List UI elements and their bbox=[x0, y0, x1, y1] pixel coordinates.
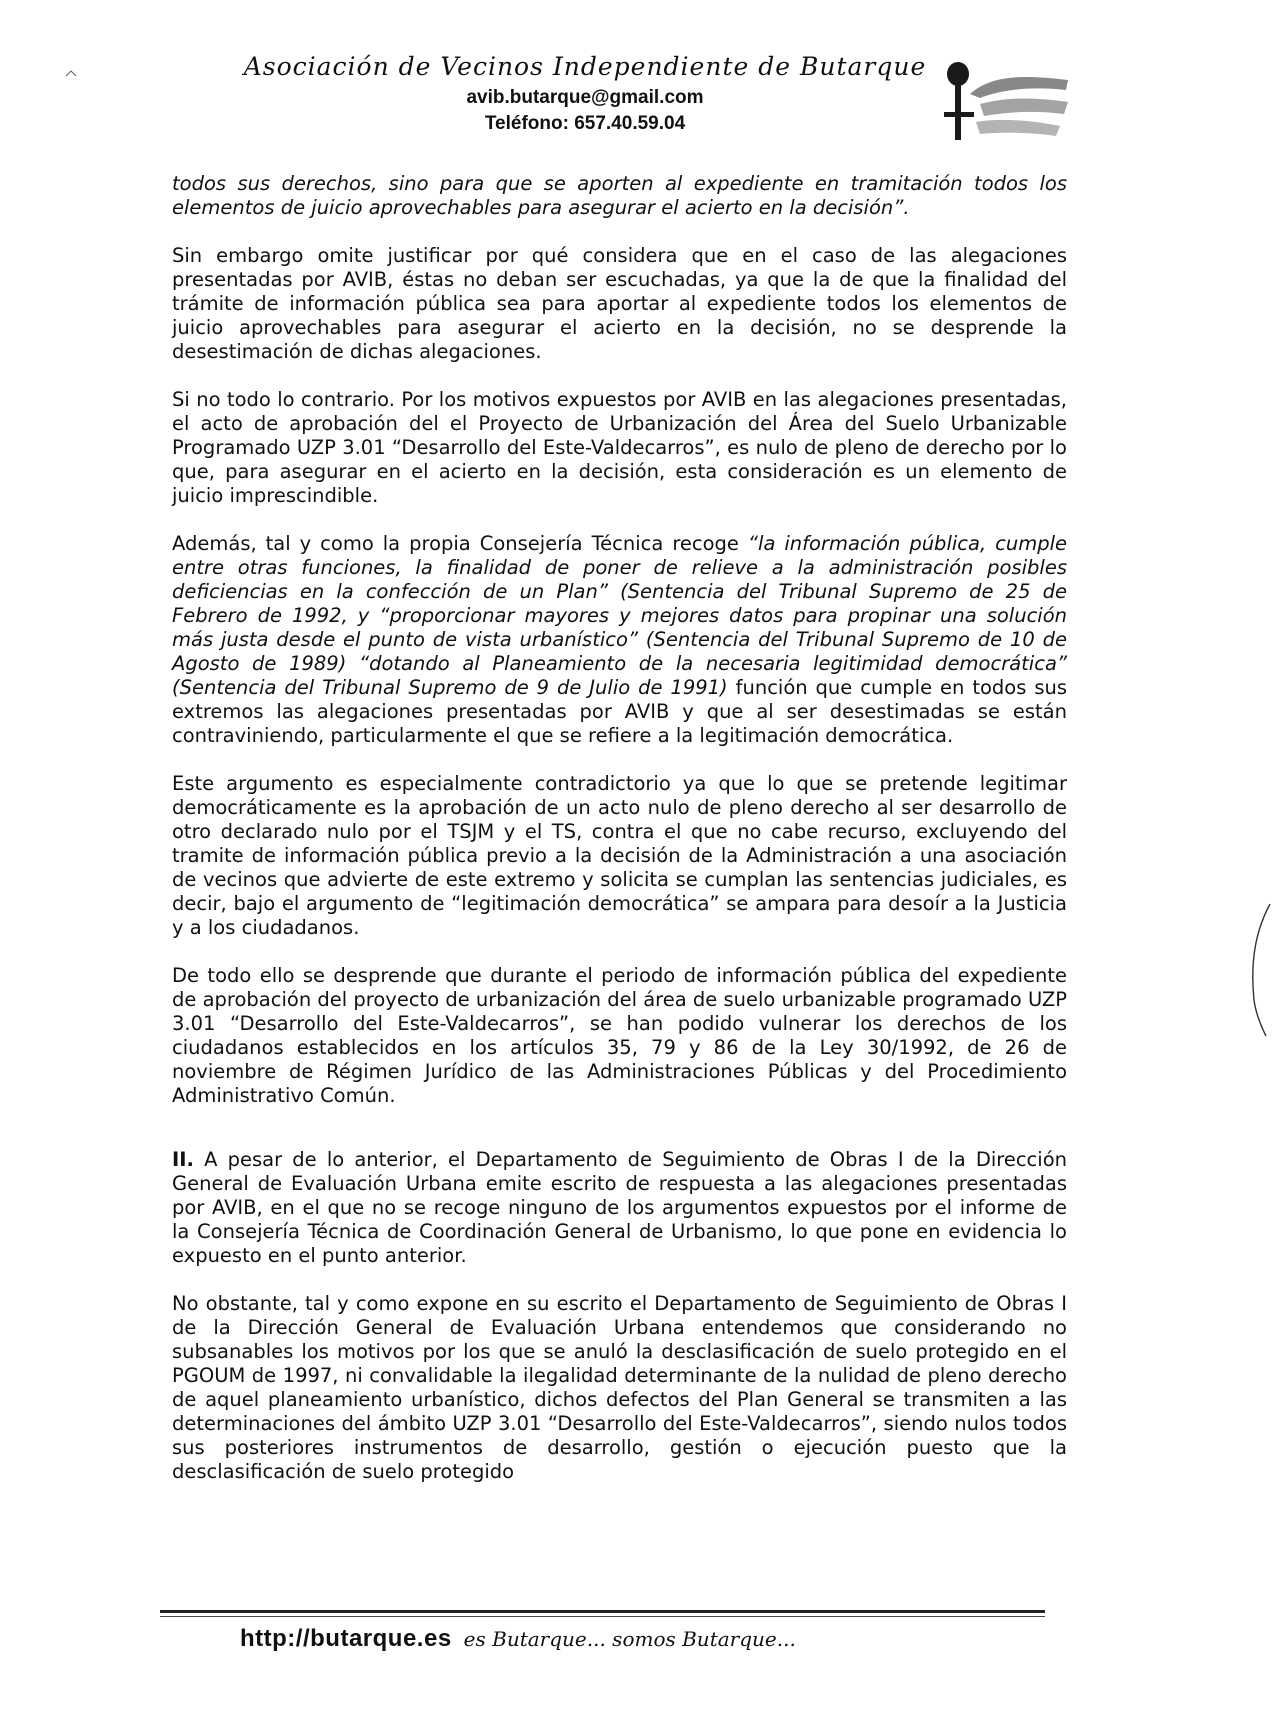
paragraph-text: Si no todo lo contrario. Por los motivos expuestos por AVIB en las alegaciones presentadas, el acto de aprobación del el Proyecto de Urbanización del Área del Suelo Urbanizable Programado UZP 3.01 “Desarrollo del Este-Valdecarros”, es nulo de pleno de derecho por lo que, para asegurar en el acierto en la decisión, esta consideración es un elemento de juicio imprescindible. bbox=[172, 388, 1067, 507]
paragraph bbox=[172, 1148, 1067, 1268]
paragraph-text: Además, tal y como la propia Consejería Técnica recoge bbox=[172, 532, 748, 555]
organization-name: Asociación de Vecinos Independiente de Butarque bbox=[243, 52, 927, 81]
letter-body bbox=[172, 172, 1067, 1508]
footer-rule bbox=[160, 1610, 1045, 1613]
letterhead bbox=[195, 52, 975, 135]
paragraph-text: Este argumento es especialmente contradictorio ya que lo que se pretende legitimar democráticamente es la aprobación de un acto nulo de pleno derecho al ser desarrollo de otro declarado nulo por el TSJM y el TS, contra el que no cabe recurso, excluyendo del tramite de información pública previo a la decisión de la Administración a una asociación de vecinos que advierte de este extremo y solicita se cumplan las sentencias judiciales, es decir, bajo el argumento de “legitimación democrática” se ampara para desoír a la Justicia y a los ciudadanos. bbox=[172, 772, 1067, 939]
footer-rule-thin bbox=[160, 1616, 1045, 1617]
footer bbox=[240, 1624, 1000, 1653]
footer-url: http://butarque.es bbox=[240, 1625, 452, 1652]
organization-phone: Teléfono: 657.40.59.04 bbox=[484, 113, 686, 134]
scan-dot-mark bbox=[64, 68, 78, 80]
paragraph bbox=[172, 532, 1067, 748]
paragraph-text: No obstante, tal y como expone en su escrito el Departamento de Seguimiento de Obras I de la Dirección General de Evaluación Urbana entendemos que considerando no subsanables los motivos por los que se anuló la desclasificación de suelo protegido en el PGOUM de 1997, ni convalidable la ilegalidad determinante de la nulidad de pleno derecho de aquel planeamiento urbanístico, dichos defectos del Plan General se transmiten a las determinaciones del ámbito UZP 3.01 “Desarrollo del Este-Valdecarros”, siendo nulos todos sus posteriores instrumentos de desarrollo, gestión o ejecución puesto que la desclasificación de suelo protegido bbox=[172, 1292, 1067, 1483]
paragraph bbox=[172, 172, 1067, 220]
paragraph bbox=[172, 964, 1067, 1108]
paragraph-text: función que cumple en todos sus extremos las alegaciones presentadas por AVIB y que al ser desestimadas se están contraviniendo, particularmente el que se refiere a la legitimación democrática. bbox=[172, 676, 1067, 747]
paragraph-text: De todo ello se desprende que durante el periodo de información pública del expediente de aprobación del proyecto de urbanización del área de suelo urbanizable programado UZP 3.01 “Desarrollo del Este-Valdecarros”, se han podido vulnerar los derechos de los ciudadanos establecidos en los artículos 35, 79 y 86 de la Ley 30/1992, de 26 de noviembre de Régimen Jurídico de las Administraciones Públicas y del Procedimiento Administrativo Común. bbox=[172, 964, 1067, 1107]
paragraph-text: A pesar de lo anterior, el Departamento de Seguimiento de Obras I de la Dirección General de Evaluación Urbana emite escrito de respuesta a las alegaciones presentadas por AVIB, en el que no se recoge ninguno de los argumentos expuestos por el informe de la Consejería Técnica de Coordinación General de Urbanismo, lo que pone en evidencia lo expuesto en el punto anterior. bbox=[172, 1148, 1067, 1267]
paragraph-text: Sin embargo omite justificar por qué considera que en el caso de las alegaciones presentadas por AVIB, éstas no deban ser escuchadas, ya que la de que la finalidad del trámite de información pública sea para aportar al expediente todos los elementos de juicio aprovechables para asegurar el acierto en la decisión, no se desprende la desestimación de dichas alegaciones. bbox=[172, 244, 1067, 363]
paragraph bbox=[172, 388, 1067, 508]
footer-slogan: es Butarque... somos Butarque... bbox=[463, 1627, 796, 1651]
quoted-jurisprudence: “la información pública, cumple entre otras funciones, la finalidad de poner de relieve a la administración posibles deficiencias en la confección de un Plan” (Sentencia del Tribunal Supremo de 25 de Febrero de 1992, y “proporcionar mayores y mejores datos para propinar una solución más justa desde el punto de vista urbanístico” (Sentencia del Tribunal Supremo de 10 de Agosto de 1989) “dotando al Planeamiento de la necesaria legitimidad democrática” (Sentencia del Tribunal Supremo de 9 de Julio de 1991) bbox=[172, 532, 1067, 699]
paragraph bbox=[172, 1292, 1067, 1484]
organization-email: avib.butarque@gmail.com bbox=[466, 87, 704, 108]
paragraph bbox=[172, 244, 1067, 364]
scan-edge-mark bbox=[1236, 900, 1272, 1040]
paragraph bbox=[172, 772, 1067, 940]
paragraph-text: todos sus derechos, sino para que se aporten al expediente en tramitación todos los elementos de juicio aprovechables para asegurar el acierto en la decisión”. bbox=[172, 172, 1067, 219]
section-number: II. bbox=[172, 1148, 194, 1171]
butarque-tree-logo-icon bbox=[940, 56, 1070, 146]
